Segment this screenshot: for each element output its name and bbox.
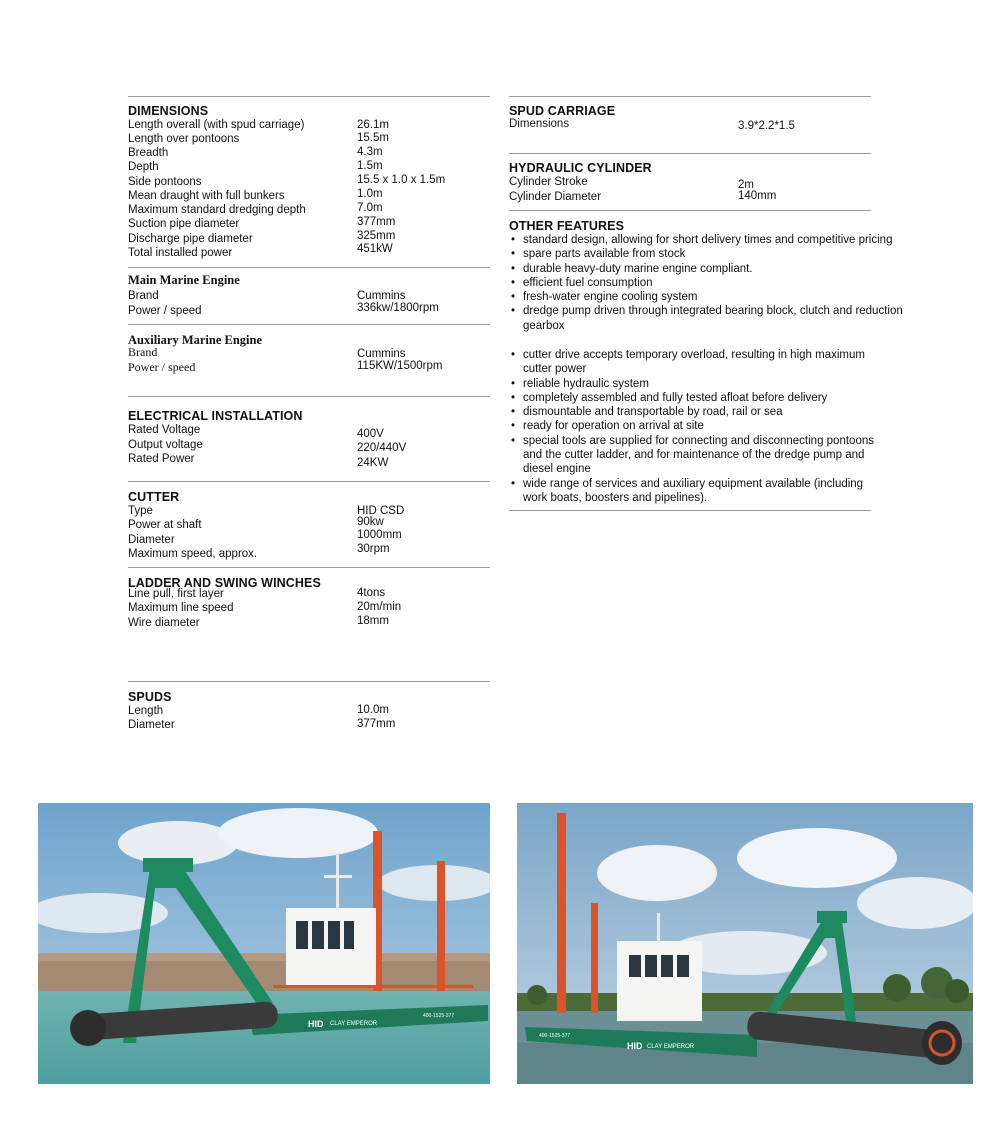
spec-label: Maximum standard dredging depth (128, 204, 306, 216)
features-list-1 (509, 233, 919, 333)
spec-label: Maximum line speed (128, 602, 234, 614)
spec-value: 2m (738, 179, 754, 191)
spec-label: Power / speed (128, 305, 202, 317)
list-item: • wide range of services and auxiliary equipment available (including work boats, boosters and pipelines). (509, 477, 884, 506)
spec-value: 26.1m (357, 119, 389, 131)
hydraulic-heading: HYDRAULIC CYLINDER (509, 161, 652, 175)
spec-value: Cummins (357, 290, 406, 302)
spec-value: 325mm (357, 230, 396, 242)
spec-label: Suction pipe diameter (128, 218, 240, 230)
spec-value: 20m/min (357, 601, 402, 613)
spec-label: Dimensions (509, 118, 570, 130)
features-list-2 (509, 348, 884, 505)
spec-value: 15.5 x 1.0 x 1.5m (357, 174, 446, 186)
spec-value: 90kw (357, 516, 384, 528)
spec-value: 377mm (357, 718, 396, 730)
spec-row (128, 132, 389, 145)
spec-label: Breadth (128, 147, 169, 159)
dimensions-top-rule (128, 96, 490, 97)
spec-value: 1000mm (357, 529, 402, 541)
spec-label: Length over pontoons (128, 133, 240, 145)
spec-value: 1.0m (357, 188, 383, 200)
spec-value: 10.0m (357, 704, 389, 716)
spud-carriage-heading: SPUD CARRIAGE (509, 104, 616, 118)
spec-label: Cylinder Stroke (509, 176, 588, 188)
list-item: • durable heavy-duty marine engine compliant. (509, 262, 919, 276)
ladder-rule (128, 567, 490, 568)
spuds-rule (128, 681, 490, 682)
dredger-illustration (517, 803, 973, 1084)
list-item: • cutter drive accepts temporary overload, resulting in high maximum cutter power (509, 348, 884, 377)
spec-value: 24KW (357, 457, 389, 469)
spec-label: Length overall (with spud carriage) (128, 119, 305, 131)
spec-label: Brand (128, 290, 159, 302)
list-item: • completely assembled and fully tested afloat before delivery (509, 391, 884, 405)
spec-label: Output voltage (128, 439, 203, 451)
spec-label: Diameter (128, 534, 175, 546)
spec-value: 3.9*2.2*1.5 (738, 120, 795, 132)
main-engine-rule (128, 267, 490, 268)
spec-label: Diameter (128, 719, 175, 731)
dredger-photo-left (38, 803, 490, 1084)
spec-value: 451kW (357, 243, 393, 255)
list-item: • efficient fuel consumption (509, 276, 919, 290)
spud-carriage-top-rule (509, 96, 871, 97)
spec-label: Brand (128, 345, 158, 359)
hull-number-left: 400-1525-377 (423, 1013, 455, 1019)
spec-row (128, 216, 396, 230)
hull-number-right: 400-1525-377 (539, 1033, 571, 1039)
spec-label: Type (128, 505, 153, 517)
spec-label: Discharge pipe diameter (128, 233, 253, 245)
spec-row (128, 188, 383, 202)
spec-label: Mean draught with full bunkers (128, 190, 285, 202)
spec-value: 336kw/1800rpm (357, 302, 439, 314)
spec-value: 15.5m (357, 132, 389, 144)
spec-label: Depth (128, 161, 159, 173)
features-heading: OTHER FEATURES (509, 219, 625, 233)
spec-label: Cylinder Diameter (509, 191, 602, 203)
spec-label: Length (128, 705, 164, 717)
hull-name-right: CLAY EMPEROR (647, 1044, 695, 1050)
dredger-photo-right (517, 803, 973, 1084)
spec-value: 220/440V (357, 442, 407, 454)
list-item: • dredge pump driven through integrated bearing block, clutch and reduction gearbox (509, 304, 919, 333)
features-bottom-rule (509, 510, 871, 511)
spec-row (128, 146, 383, 159)
hull-name-left: CLAY EMPEROR (330, 1021, 378, 1027)
ladder-heading: LADDER AND SWING WINCHES (128, 576, 321, 590)
dimensions-heading: DIMENSIONS (128, 104, 209, 118)
spec-label: Side pontoons (128, 176, 202, 188)
spec-value: 4.3m (357, 146, 383, 158)
spec-row (128, 230, 396, 245)
list-item: • standard design, allowing for short delivery times and competitive pricing (509, 233, 919, 247)
hydraulic-rule (509, 153, 871, 154)
list-item: • special tools are supplied for connecting and disconnecting pontoons and the cutter ladder, and for maintenance of the dredge pump and diesel engine (509, 434, 884, 477)
spec-label: Wire diameter (128, 617, 200, 629)
spec-value: 1.5m (357, 160, 383, 172)
electrical-rule (128, 396, 490, 397)
list-item: • ready for operation on arrival at site (509, 419, 884, 433)
spec-label: Line pull, first layer (128, 588, 224, 600)
spec-label: Rated Voltage (128, 424, 201, 436)
hull-brand-right: HID (627, 1041, 643, 1051)
spec-value: 7.0m (357, 202, 383, 214)
aux-engine-rule (128, 324, 490, 325)
spec-value: 400V (357, 428, 384, 440)
spec-value: Cummins (357, 348, 406, 360)
spec-label: Power / speed (128, 360, 196, 374)
features-rule (509, 210, 871, 211)
aux-engine-heading: Auxiliary Marine Engine (128, 333, 263, 347)
spec-value: 115KW/1500rpm (357, 360, 443, 372)
spec-value: HID CSD (357, 505, 405, 517)
spec-row (128, 202, 383, 216)
spec-row (128, 243, 393, 259)
list-item: • dismountable and transportable by road, rail or sea (509, 405, 884, 419)
cutter-heading: CUTTER (128, 490, 180, 504)
list-item: • fresh-water engine cooling system (509, 290, 919, 304)
spuds-heading: SPUDS (128, 690, 172, 704)
spec-row (128, 119, 389, 131)
cutter-rule (128, 481, 490, 482)
spec-row (128, 160, 383, 173)
spec-value: 140mm (738, 190, 777, 202)
spec-label: Maximum speed, approx. (128, 548, 258, 560)
spec-value: 377mm (357, 216, 396, 228)
spec-value: 4tons (357, 587, 386, 599)
spec-row (128, 174, 446, 188)
spec-label: Rated Power (128, 453, 195, 465)
electrical-heading: ELECTRICAL INSTALLATION (128, 409, 303, 423)
spec-label: Power at shaft (128, 519, 202, 531)
spec-label: Total installed power (128, 247, 233, 259)
dredger-illustration (38, 803, 490, 1084)
main-engine-heading: Main Marine Engine (128, 273, 240, 287)
list-item: • reliable hydraulic system (509, 377, 884, 391)
list-item: • spare parts available from stock (509, 247, 919, 261)
spec-value: 30rpm (357, 543, 390, 555)
hull-brand-left: HID (308, 1019, 324, 1029)
spec-value: 18mm (357, 615, 389, 627)
